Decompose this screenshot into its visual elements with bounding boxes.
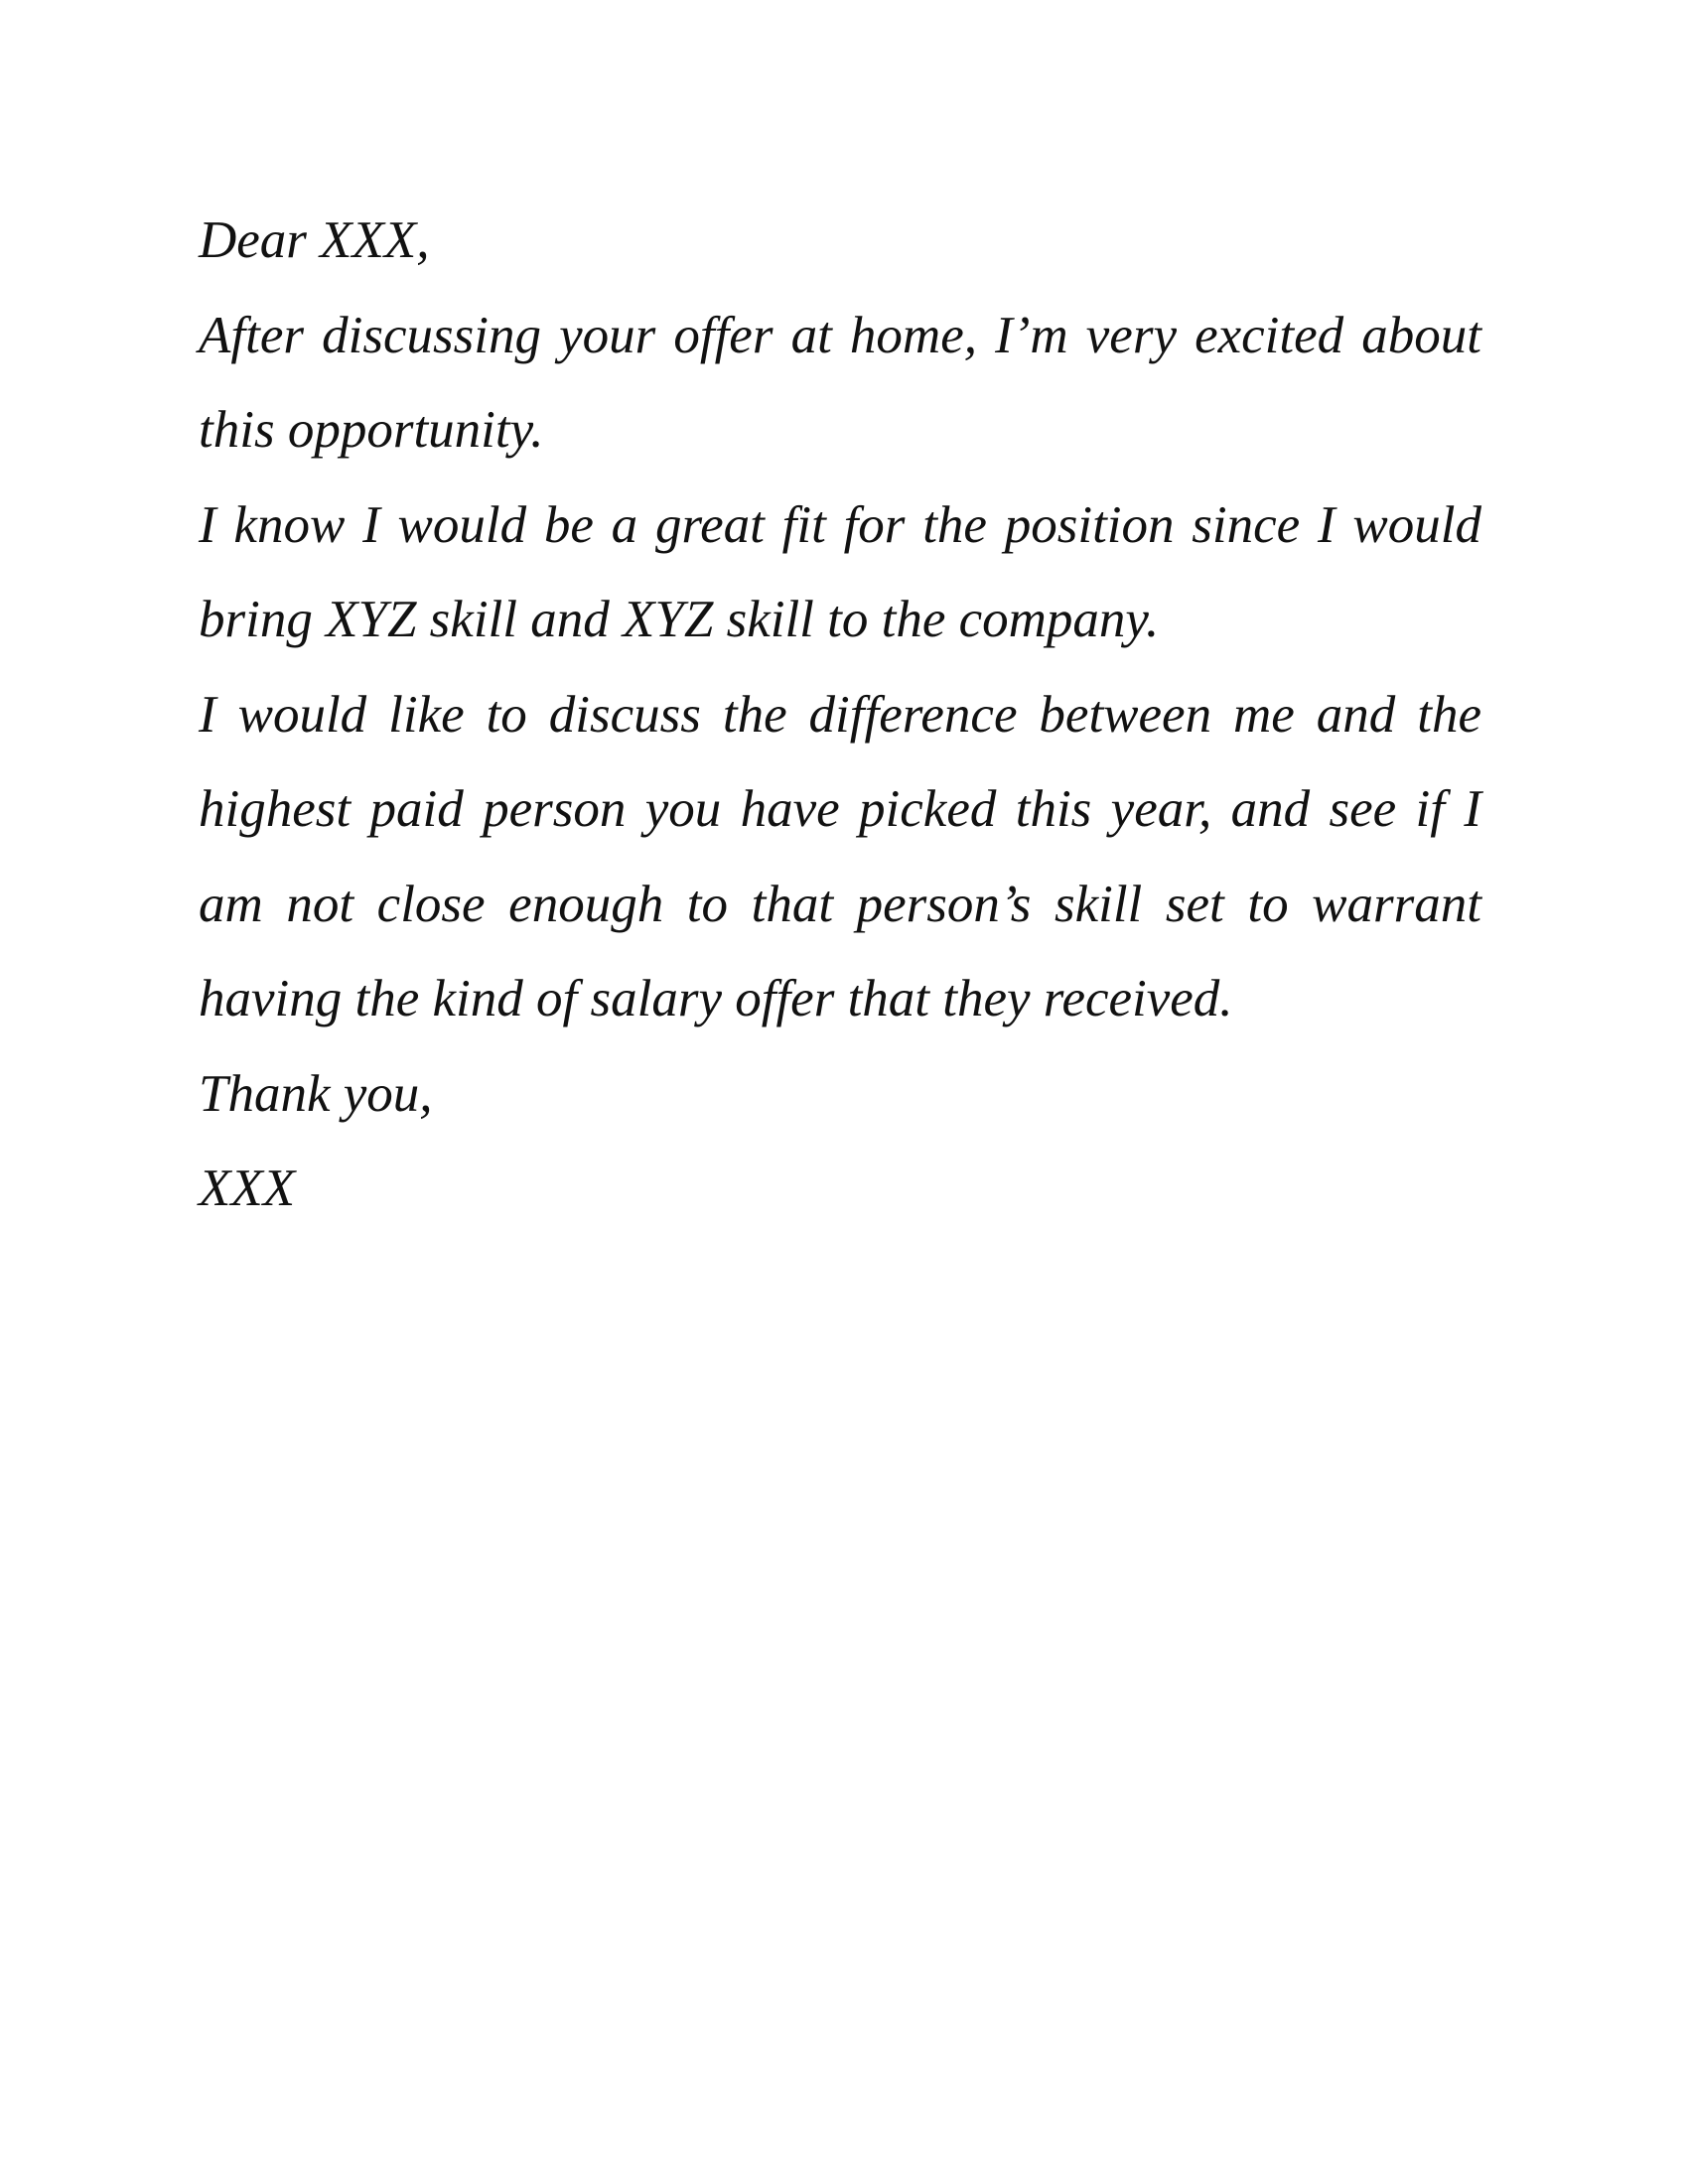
letter-paragraph-1: After discussing your offer at home, I’m very excited about this opportunity. (199, 306, 1481, 459)
letter-body (199, 194, 1481, 1237)
letter-closing: Thank you, (199, 1064, 433, 1123)
letter-signature: XXX (199, 1160, 296, 1217)
letter-salutation: Dear XXX, (199, 211, 430, 269)
letter-paragraph-3: I would like to discuss the difference between me and the highest paid person you have picked this year, and see if I am not close enough to that person’s skill set to warrant having the kind of salary offer that they received. (199, 685, 1481, 1027)
letter-paragraph-2: I know I would be a great fit for the position since I would bring XYZ skill and XYZ skill to the company. (199, 495, 1481, 648)
